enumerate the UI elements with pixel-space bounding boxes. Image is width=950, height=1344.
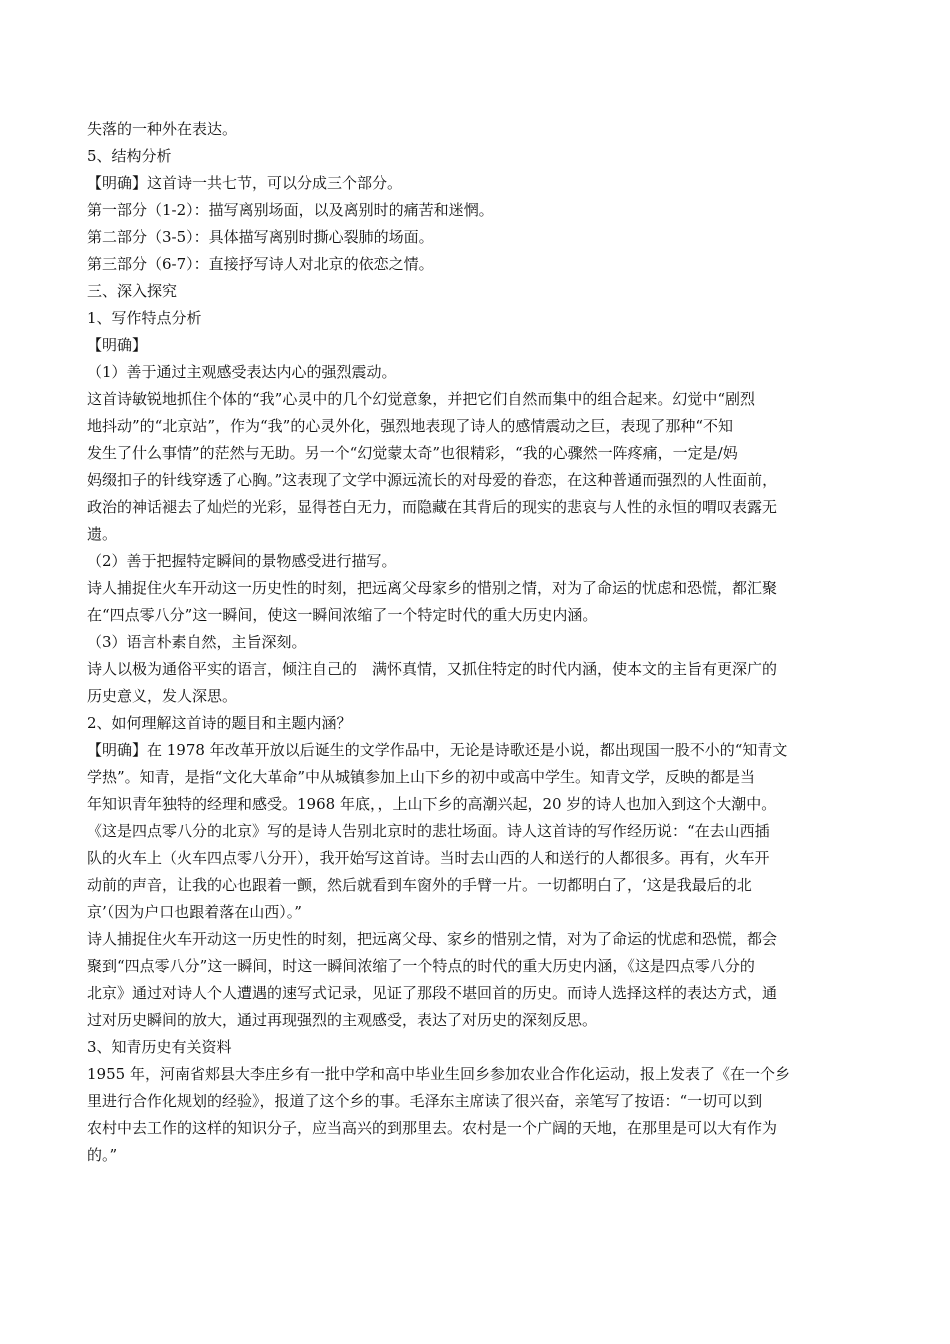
- text-line: 【明确】在 1978 年改革开放以后诞生的文学作品中，无论是诗歌还是小说，都出现国一股不小的“知青文: [87, 741, 788, 759]
- text-line: 发生了什么事情”的茫然与无助。另一个“幻觉蒙太奇”也很精彩，“我的心骤然一阵疼痛，一定是/妈: [87, 444, 738, 462]
- text-line: 京’（因为户口也跟着落在山西）。”: [87, 903, 302, 921]
- text-line: 第二部分（3-5）：具体描写离别时撕心裂肺的场面。: [87, 228, 434, 246]
- text-line: 妈缀扣子的针线穿透了心胸。”这表现了文学中源远流长的对母爱的眷恋，在这种普通而强烈的人性面前，: [87, 471, 778, 489]
- text-line: 这首诗敏锐地抓住个体的“我”心灵中的几个幻觉意象，并把它们自然而集中的组合起来。幻觉中“剧烈: [87, 390, 756, 408]
- text-line: 诗人以极为通俗平实的语言，倾注自己的 满怀真情，又抓住特定的时代内涵，使本文的主旨有更深广的: [87, 660, 778, 678]
- text-line: 《这是四点零八分的北京》写的是诗人告别北京时的悲壮场面。诗人这首诗的写作经历说：“在去山西插: [87, 822, 770, 840]
- text-line: 第一部分（1-2）：描写离别场面，以及离别时的痛苦和迷惘。: [87, 201, 494, 219]
- section-heading: 5、结构分析: [87, 147, 172, 165]
- text-line: 1955 年，河南省郏县大李庄乡有一批中学和高中毕业生回乡参加农业合作化运动，报上发表了《在一个乡: [87, 1065, 790, 1083]
- text-line: 失落的一种外在表达。: [87, 120, 238, 138]
- text-line: 诗人捕捉住火车开动这一历史性的时刻，把远离父母、家乡的惜别之情，对为了命运的忧虑和恐慌，都会: [87, 930, 778, 948]
- text-line: 农村中去工作的这样的知识分子，应当高兴的到那里去。农村是一个广阔的天地，在那里是可以大有作为: [87, 1119, 778, 1137]
- text-line: 的。”: [87, 1146, 118, 1164]
- text-line: 年知识青年独特的经理和感受。1968 年底，，上山下乡的高潮兴起，20 岁的诗人也加入到这个大潮中。: [87, 795, 777, 813]
- text-line: （2）善于把握特定瞬间的景物感受进行描写。: [87, 552, 397, 570]
- text-line: 过对历史瞬间的放大，通过再现强烈的主观感受，表达了对历史的深刻反思。: [87, 1011, 598, 1029]
- text-line: 诗人捕捉住火车开动这一历史性的时刻，把远离父母家乡的惜别之情，对为了命运的忧虑和恐慌，都汇聚: [87, 579, 778, 597]
- text-line: 学热”。知青，是指“文化大革命”中从城镇参加上山下乡的初中或高中学生。知青文学，反映的都是当: [87, 768, 756, 786]
- text-line: 动前的声音，让我的心也跟着一颤，然后就看到车窗外的手臂一片。一切都明白了，‘这是我最后的北: [87, 876, 752, 894]
- text-line: 在“四点零八分”这一瞬间，使这一瞬间浓缩了一个特定时代的重大历史内涵。: [87, 606, 598, 624]
- text-line: （1）善于通过主观感受表达内心的强烈震动。: [87, 363, 397, 381]
- document-body: [87, 116, 883, 1169]
- section-heading: 1、写作特点分析: [87, 309, 202, 327]
- text-line: 地抖动”的“北京站”，作为“我”的心灵外化，强烈地表现了诗人的感情震动之巨，表现了那种“不知: [87, 417, 734, 435]
- text-line: 队的火车上（火车四点零八分开），我开始写这首诗。当时去山西的人和送行的人都很多。再有，火车开: [87, 849, 770, 867]
- section-heading: 2、如何理解这首诗的题目和主题内涵？: [87, 714, 352, 732]
- section-heading: 3、知青历史有关资料: [87, 1038, 232, 1056]
- text-line: 聚到“四点零八分”这一瞬间，时这一瞬间浓缩了一个特点的时代的重大历史内涵，《这是四点零八分的: [87, 957, 755, 975]
- text-line: 遗。: [87, 525, 118, 543]
- section-heading: 三、深入探究: [87, 282, 178, 300]
- text-line: 北京》通过对诗人个人遭遇的速写式记录，见证了那段不堪回首的历史。而诗人选择这样的表达方式，通: [87, 984, 778, 1002]
- text-line: 政治的神话褪去了灿烂的光彩，显得苍白无力，而隐藏在其背后的现实的悲哀与人性的永恒的喟叹表露无: [87, 498, 778, 516]
- text-line: 第三部分（6-7）：直接抒写诗人对北京的依恋之情。: [87, 255, 434, 273]
- text-line: 【明确】这首诗一共七节，可以分成三个部分。: [87, 174, 403, 192]
- text-line: 【明确】: [87, 336, 148, 354]
- text-line: 历史意义，发人深思。: [87, 687, 238, 705]
- text-line: （3）语言朴素自然，主旨深刻。: [87, 633, 307, 651]
- text-line: 里进行合作化规划的经验》，报道了这个乡的事。毛泽东主席读了很兴奋，亲笔写了按语：“一切可以到: [87, 1092, 763, 1110]
